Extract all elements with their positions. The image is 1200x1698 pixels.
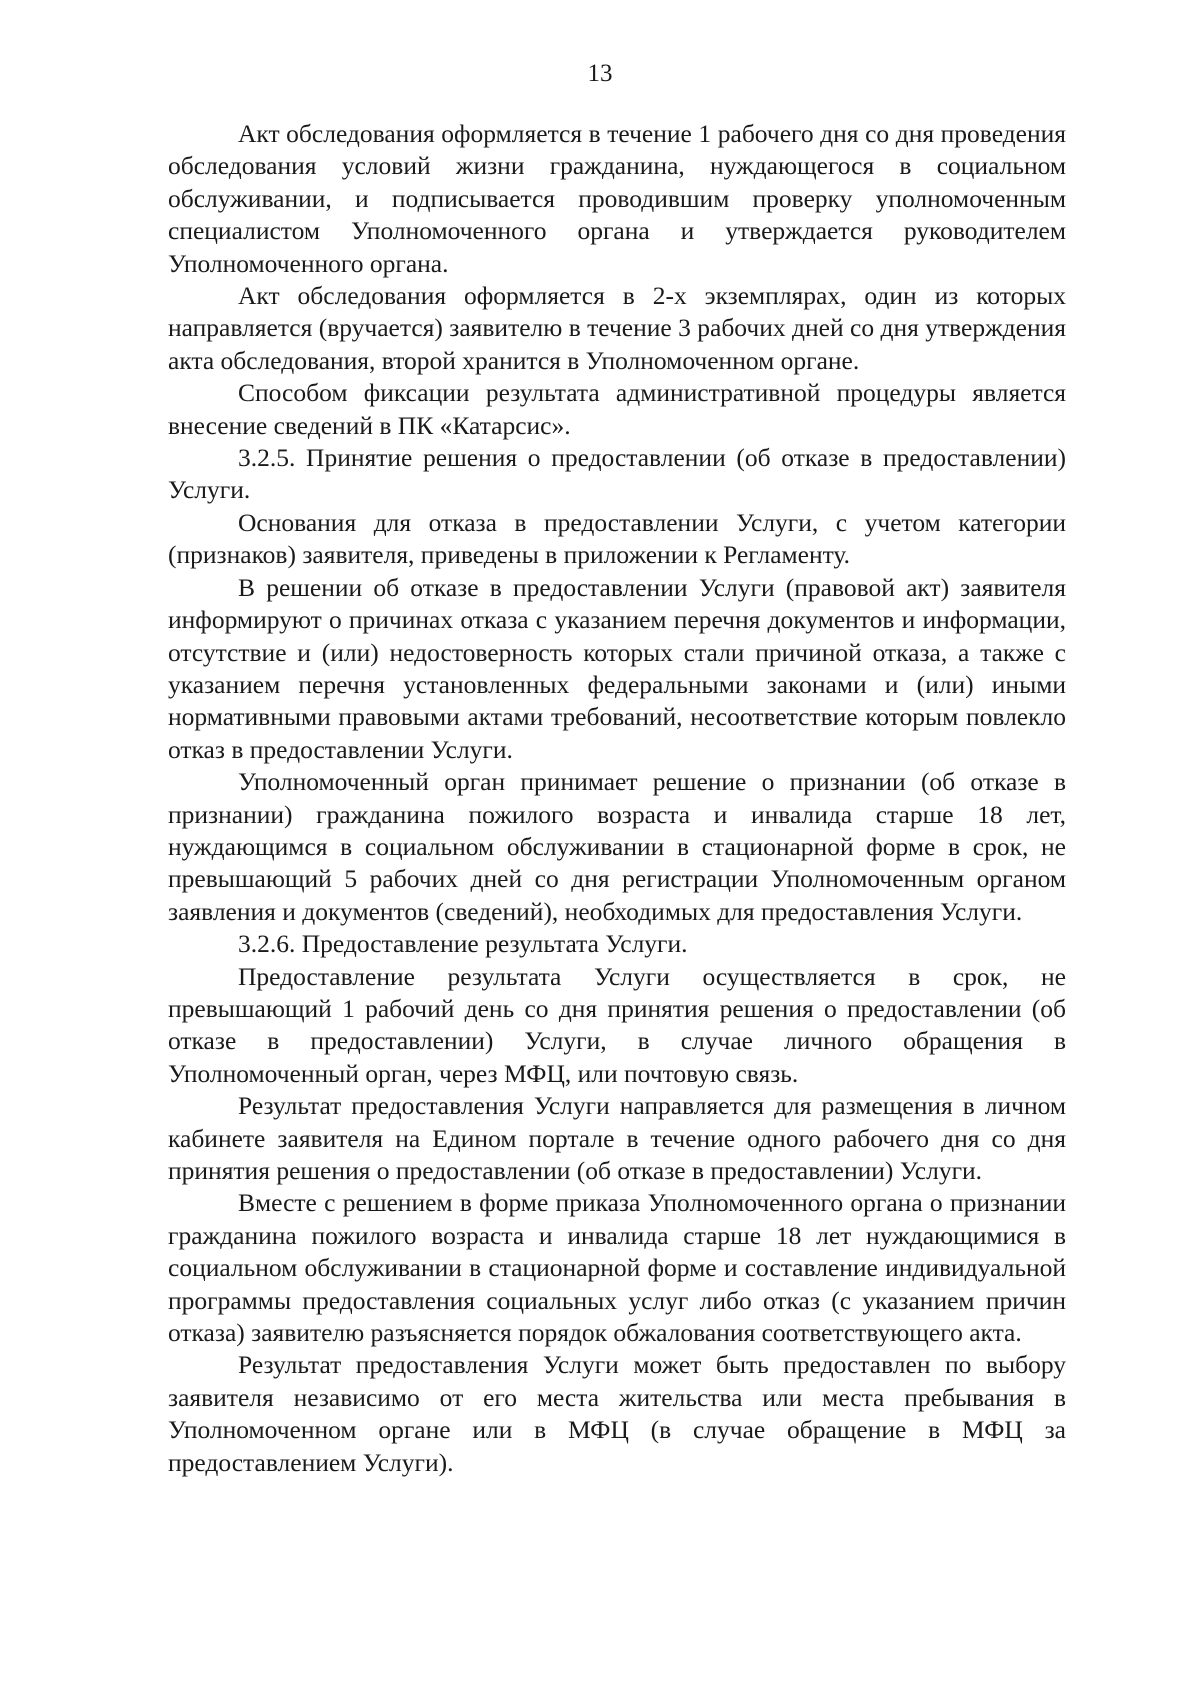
paragraph-refusal-decision: В решении об отказе в предоставлении Услуги (правовой акт) заявителя информируют о причинах отказа с указанием перечня документов и информации, отсутствие и (или) недостоверность которых стали причиной отказа, а также с указанием перечня установленных федеральными законами и (или) иными нормативными правовыми актами требований, несоответствие которым повлекло отказ в предоставлении Услуги. xyxy=(168,572,1066,764)
paragraph-refusal-grounds: Основания для отказа в предоставлении Услуги, с учетом категории (признаков) заявителя, приведены в приложении к Регламенту. xyxy=(168,507,1066,570)
section-heading-3-2-6: 3.2.6. Предоставление результата Услуги. xyxy=(238,929,688,959)
section-heading-3-2-5: 3.2.5. Принятие решения о предоставлении (об отказе в предоставлении) Услуги. xyxy=(168,443,1066,505)
paragraph-result-choice: Результат предоставления Услуги может быть предоставлен по выбору заявителя независимо от его места жительства или места пребывания в Уполномоченном органе или в МФЦ (в случае обращение в МФЦ за предоставлением Услуги). xyxy=(168,1350,1066,1477)
paragraph-appeal-procedure: Вместе с решением в форме приказа Уполномоченного органа о признании гражданина пожилого возраста и инвалида старше 18 лет нуждающимися в социальном обслуживании в стационарной форме и составление индивидуальной программы предоставления социальных услуг либо отказ (с указанием причин отказа) заявителю разъясняется порядок обжалования соответствующего акта. xyxy=(168,1188,1066,1348)
paragraph-fixation-method: Способом фиксации результата административной процедуры является внесение сведений в ПК «Катарсис». xyxy=(168,378,1066,440)
paragraph-act-copies: Акт обследования оформляется в 2-х экземплярах, один из которых направляется (вручается) заявителю в течение 3 рабочих дней со дня утверждения акта обследования, второй хранится в Уполномоченном органе. xyxy=(168,281,1066,375)
paragraph-result-delivery: Предоставление результата Услуги осуществляется в срок, не превышающий 1 рабочий день со дня принятия решения о предоставлении (об отказе в предоставлении) Услуги, в случае личного обращения в Уполномоченный орган, через МФЦ, или почтовую связь. xyxy=(168,961,1066,1088)
paragraph-recognition-decision: Уполномоченный орган принимает решение о признании (об отказе в признании) гражданина пожилого возраста и инвалида старше 18 лет, нуждающимся в социальном обслуживании в стационарной форме в срок, не превышающий 5 рабочих дней со дня регистрации Уполномоченным органом заявления и документов (сведений), необходимых для предоставления Услуги. xyxy=(168,767,1066,926)
page-number: 13 xyxy=(587,60,613,87)
paragraph-result-portal: Результат предоставления Услуги направляется для размещения в личном кабинете заявителя на Едином портале в течение одного рабочего дня со дня принятия решения о предоставлении (об отказе в предоставлении) Услуги. xyxy=(168,1091,1066,1185)
document-body xyxy=(168,118,1066,1479)
paragraph-act-deadline: Акт обследования оформляется в течение 1 рабочего дня со дня проведения обследования условий жизни гражданина, нуждающегося в социальном обслуживании, и подписывается проводившим проверку уполномоченным специалистом Уполномоченного органа и утверждается руководителем Уполномоченного органа. xyxy=(168,119,1066,278)
